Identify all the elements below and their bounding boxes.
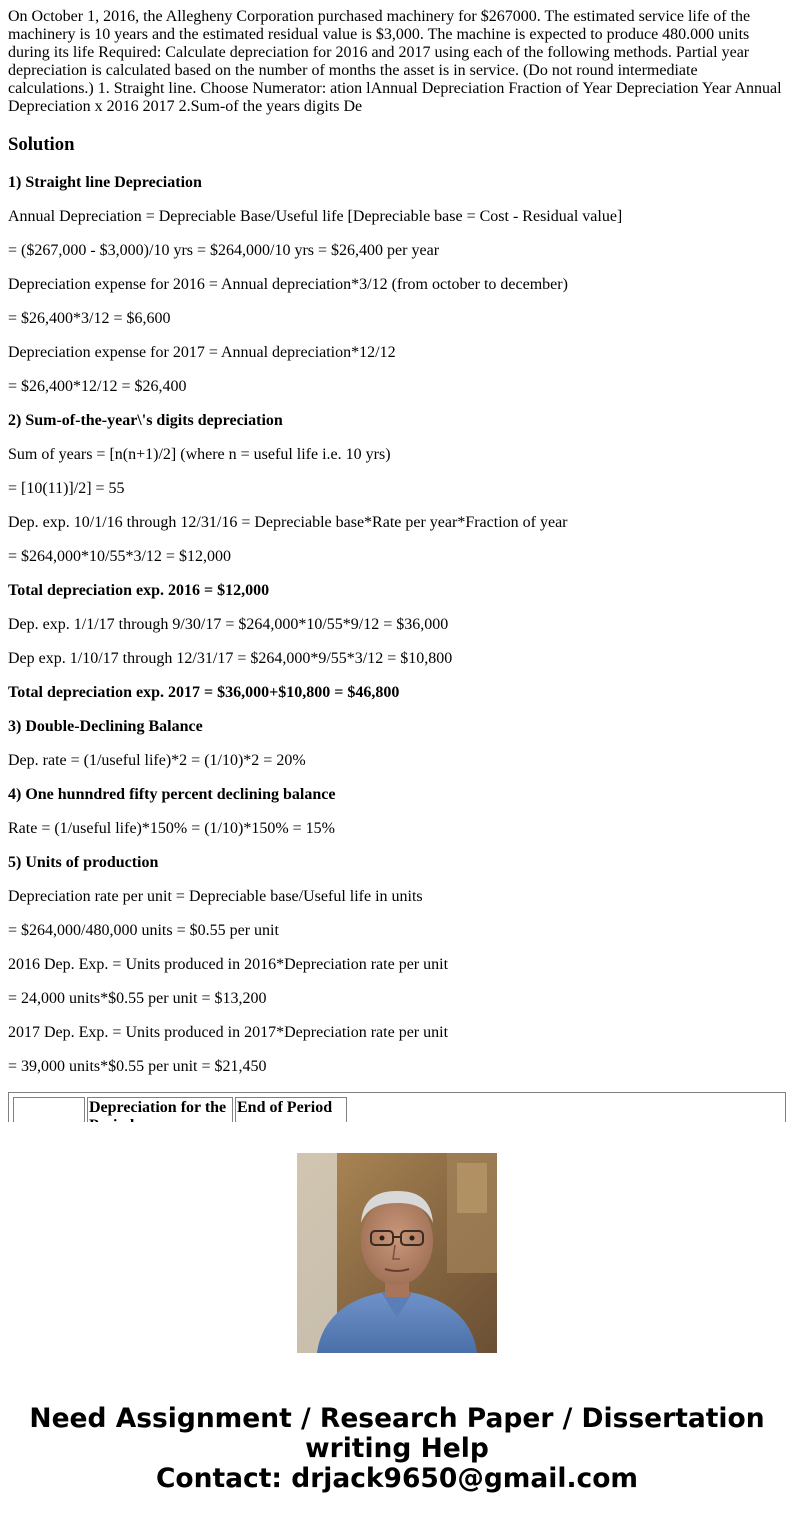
promo-banner	[0, 1122, 794, 1523]
solution-body	[8, 174, 786, 1076]
promo-text	[0, 1404, 794, 1494]
solution-line: Depreciation rate per unit = Depreciable base/Useful life in units	[8, 888, 423, 905]
solution-line: = [10(11)]/2] = 55	[8, 480, 125, 497]
contact-email[interactable]: Contact: drjack9650@gmail.com	[155, 1463, 639, 1494]
solution-line: Depreciation expense for 2016 = Annual depreciation*3/12 (from october to december)	[8, 276, 568, 293]
solution-line: 5) Units of production	[8, 854, 159, 871]
solution-line: = 24,000 units*$0.55 per unit = $13,200	[8, 990, 267, 1007]
avatar	[297, 1153, 497, 1353]
solution-line: 1) Straight line Depreciation	[8, 174, 202, 191]
solution-line: = $26,400*12/12 = $26,400	[8, 378, 187, 395]
promo-line: Need Assignment / Research Paper / Dissertation	[29, 1403, 765, 1434]
solution-line: Dep. exp. 1/1/17 through 9/30/17 = $264,000*10/55*9/12 = $36,000	[8, 616, 449, 633]
solution-line: Rate = (1/useful life)*150% = (1/10)*150% = 15%	[8, 820, 335, 837]
solution-line: = $264,000/480,000 units = $0.55 per unit	[8, 922, 279, 939]
solution-heading: Solution	[8, 134, 75, 155]
question-text: On October 1, 2016, the Allegheny Corporation purchased machinery for $267000. The estimated service life of the machinery is 10 years and the estimated residual value is $3,000. The machine is expected to produce 480.000 units during its life Required: Calculate depreciation for 2016 and 2017 using each of the following methods. Partial year depreciation is calculated based on the number of months the asset is in service. (Do not round intermediate calculations.) 1. Straight line. Choose Numerator: ation lAnnual Depreciation Fraction of Year Depreciation Year Annual Depreciation x 2016 2017 2.Sum-of the years digits De	[8, 8, 782, 115]
solution-line: 3) Double-Declining Balance	[8, 718, 203, 735]
solution-line: 2016 Dep. Exp. = Units produced in 2016*Depreciation rate per unit	[8, 956, 449, 973]
solution-line: Total depreciation exp. 2017 = $36,000+$10,800 = $46,800	[8, 684, 400, 701]
solution-line: 4) One hunndred fifty percent declining balance	[8, 786, 336, 803]
solution-line: Dep. exp. 10/1/16 through 12/31/16 = Depreciable base*Rate per year*Fraction of year	[8, 514, 568, 531]
table-header-cell: End of Period	[235, 1097, 347, 1137]
solution-line: Dep exp. 1/10/17 through 12/31/17 = $264,000*9/55*3/12 = $10,800	[8, 650, 453, 667]
person-photo-icon	[297, 1153, 497, 1353]
solution-line: Annual Depreciation = Depreciable Base/Useful life [Depreciable base = Cost - Residual value]	[8, 208, 623, 225]
table-header-cell: Depreciation for the	[87, 1097, 233, 1137]
solution-line: Total depreciation exp. 2016 = $12,000	[8, 582, 270, 599]
solution-line: = $26,400*3/12 = $6,600	[8, 310, 171, 327]
solution-line: 2017 Dep. Exp. = Units produced in 2017*Depreciation rate per unit	[8, 1024, 449, 1041]
solution-line: = $264,000*10/55*3/12 = $12,000	[8, 548, 231, 565]
document-content	[8, 8, 786, 1122]
solution-line: Dep. rate = (1/useful life)*2 = (1/10)*2 = 20%	[8, 752, 306, 769]
solution-line: = ($267,000 - $3,000)/10 yrs = $264,000/10 yrs = $26,400 per year	[8, 242, 440, 259]
solution-line: = 39,000 units*$0.55 per unit = $21,450	[8, 1058, 267, 1075]
solution-line: Depreciation expense for 2017 = Annual depreciation*12/12	[8, 344, 396, 361]
solution-line: Sum of years = [n(n+1)/2] (where n = useful life i.e. 10 yrs)	[8, 446, 391, 463]
solution-line: 2) Sum-of-the-year\'s digits depreciation	[8, 412, 283, 429]
promo-line: writing Help	[305, 1433, 489, 1464]
